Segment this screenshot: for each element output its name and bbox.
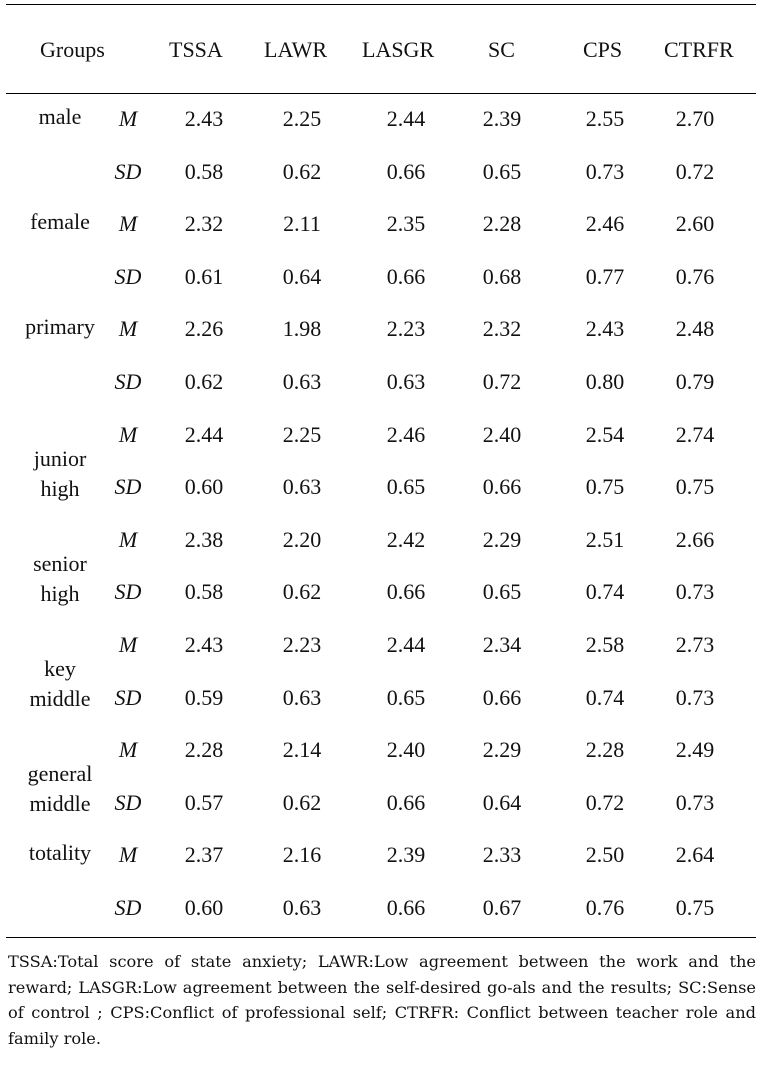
stat-label: SD — [114, 789, 142, 815]
table-cell: 0.65 — [386, 474, 426, 500]
table-cell: 0.62 — [282, 579, 322, 605]
stat-label: M — [118, 737, 138, 763]
group-label: female — [30, 209, 90, 235]
table-cell: 0.79 — [675, 369, 715, 394]
table-cell: 0.73 — [675, 684, 715, 710]
table-cell: 0.72 — [585, 789, 625, 815]
stat-label: SD — [114, 684, 142, 710]
table-cell: 0.64 — [282, 263, 322, 289]
group-label: key middle — [29, 656, 91, 711]
table-cell: 0.57 — [184, 789, 224, 815]
table-cell: 1.98 — [282, 316, 322, 342]
table-cell: 0.65 — [386, 684, 426, 710]
table-cell: 2.60 — [675, 211, 715, 237]
table-cell: 0.63 — [282, 684, 322, 710]
table-cell: 2.14 — [282, 737, 322, 763]
table-cell: 0.66 — [386, 895, 426, 920]
table-cell: 2.35 — [386, 211, 426, 237]
table-cell: 0.63 — [282, 895, 322, 920]
table-cell: 2.26 — [184, 316, 224, 342]
table-cell: 2.28 — [184, 737, 224, 763]
table-cell: 2.73 — [675, 632, 715, 657]
table-cell: 2.43 — [184, 106, 224, 131]
table-cell: 2.49 — [675, 737, 715, 763]
table-cell: 2.40 — [482, 421, 522, 447]
table-footnote: TSSA:Total score of state anxiety; LAWR:Low agreement between the work and the reward; LASGR:Low agreement between the self-desired go-als and the results; SC:Sense of control ; CPS:Conflict of professional self; CTRFR: Conflict between teacher role and family role. — [8, 952, 756, 1048]
table-cell: 0.63 — [282, 369, 322, 394]
table-cell: 0.67 — [482, 895, 522, 920]
table-cell: 2.44 — [386, 106, 426, 131]
table-cell: 0.62 — [282, 158, 322, 184]
table-cell: 2.16 — [282, 842, 322, 868]
stat-label: M — [118, 526, 138, 552]
table-cell: 2.50 — [585, 842, 625, 868]
table-cell: 2.74 — [675, 421, 715, 447]
group-label: general middle — [27, 761, 93, 817]
stat-label: SD — [114, 158, 142, 184]
table-cell: 0.63 — [282, 474, 322, 500]
table-cell: 0.66 — [386, 263, 426, 289]
table-cell: 2.25 — [282, 421, 322, 447]
table-cell: 0.64 — [482, 789, 522, 815]
table-cell: 2.42 — [386, 526, 426, 552]
table-bottom-rule — [6, 937, 756, 938]
table-cell: 0.62 — [282, 789, 322, 815]
table-cell: 0.66 — [482, 684, 522, 710]
table-cell: 2.20 — [282, 526, 322, 552]
column-header-sc: SC — [488, 37, 515, 62]
column-header-lawr: LAWR — [264, 37, 328, 62]
table-cell: 2.64 — [675, 842, 715, 868]
table-cell: 2.55 — [585, 106, 625, 131]
table-cell: 2.54 — [585, 421, 625, 447]
table-cell: 0.75 — [585, 474, 625, 500]
table-cell: 0.63 — [386, 369, 426, 394]
table-cell: 2.43 — [184, 632, 224, 657]
table-cell: 2.43 — [585, 316, 625, 342]
table-cell: 2.44 — [386, 632, 426, 657]
table-cell: 2.38 — [184, 526, 224, 552]
table-cell: 2.58 — [585, 632, 625, 657]
table-cell: 2.29 — [482, 526, 522, 552]
groups-column-header: Groups — [40, 37, 105, 62]
table-cell: 2.32 — [482, 316, 522, 342]
table-header-rule — [6, 93, 756, 94]
column-header-ctrfr: CTRFR — [664, 37, 734, 62]
stat-label: M — [118, 421, 138, 447]
table-cell: 2.32 — [184, 211, 224, 237]
table-cell: 0.58 — [184, 579, 224, 605]
table-cell: 0.61 — [184, 263, 224, 289]
table-cell: 2.70 — [675, 106, 715, 131]
table-cell: 0.80 — [585, 369, 625, 394]
table-cell: 0.75 — [675, 474, 715, 500]
column-header-lasgr: LASGR — [362, 37, 435, 62]
stat-label: M — [118, 316, 138, 342]
table-cell: 0.73 — [675, 789, 715, 815]
table-cell: 0.65 — [482, 579, 522, 605]
table-cell: 0.77 — [585, 263, 625, 289]
table-cell: 0.66 — [482, 474, 522, 500]
table-cell: 0.60 — [184, 474, 224, 500]
table-cell: 2.33 — [482, 842, 522, 868]
table-cell: 0.60 — [184, 895, 224, 920]
column-header-tssa: TSSA — [169, 37, 223, 62]
table-cell: 0.66 — [386, 158, 426, 184]
table-cell: 0.59 — [184, 684, 224, 710]
table-cell: 0.58 — [184, 158, 224, 184]
table-cell: 2.29 — [482, 737, 522, 763]
table-cell: 2.23 — [282, 632, 322, 657]
table-cell: 0.68 — [482, 263, 522, 289]
table-cell: 0.62 — [184, 369, 224, 394]
stat-label: M — [118, 211, 138, 237]
table-cell: 2.25 — [282, 106, 322, 131]
stat-label: M — [118, 632, 138, 657]
table-cell: 2.39 — [386, 842, 426, 868]
table-cell: 0.73 — [675, 579, 715, 605]
group-label: totality — [28, 840, 92, 866]
table-top-rule — [6, 4, 756, 5]
table-cell: 2.46 — [386, 421, 426, 447]
table-cell: 0.65 — [482, 158, 522, 184]
table-cell: 2.46 — [585, 211, 625, 237]
table-cell: 0.72 — [675, 158, 715, 184]
table-cell: 0.74 — [585, 684, 625, 710]
table-cell: 2.34 — [482, 632, 522, 657]
group-label: junior high — [33, 445, 87, 501]
stat-label: SD — [114, 895, 142, 920]
table-cell: 2.51 — [585, 526, 625, 552]
table-cell: 2.66 — [675, 526, 715, 552]
group-label: senior high — [33, 550, 87, 606]
table-cell: 2.28 — [585, 737, 625, 763]
column-header-cps: CPS — [583, 37, 623, 62]
group-label: primary — [25, 314, 95, 340]
table-cell: 0.73 — [585, 158, 625, 184]
table-cell: 0.76 — [585, 895, 625, 920]
stat-label: SD — [114, 369, 142, 394]
group-label: male — [38, 104, 82, 129]
table-cell: 0.66 — [386, 789, 426, 815]
stat-label: SD — [114, 579, 142, 605]
stat-label: SD — [114, 263, 142, 289]
table-cell: 0.66 — [386, 579, 426, 605]
stat-label: M — [118, 106, 138, 131]
table-cell: 2.11 — [283, 211, 321, 237]
table-cell: 2.37 — [184, 842, 224, 868]
table-cell: 2.39 — [482, 106, 522, 131]
table-cell: 0.75 — [675, 895, 715, 920]
table-cell: 2.40 — [386, 737, 426, 763]
table-cell: 0.74 — [585, 579, 625, 605]
table-cell: 2.23 — [386, 316, 426, 342]
table-cell: 0.72 — [482, 369, 522, 394]
table-cell: 0.76 — [675, 263, 715, 289]
table-cell: 2.28 — [482, 211, 522, 237]
stat-label: M — [118, 842, 138, 868]
table-cell: 2.48 — [675, 316, 715, 342]
table-cell: 2.44 — [184, 421, 224, 447]
stat-label: SD — [114, 474, 142, 500]
